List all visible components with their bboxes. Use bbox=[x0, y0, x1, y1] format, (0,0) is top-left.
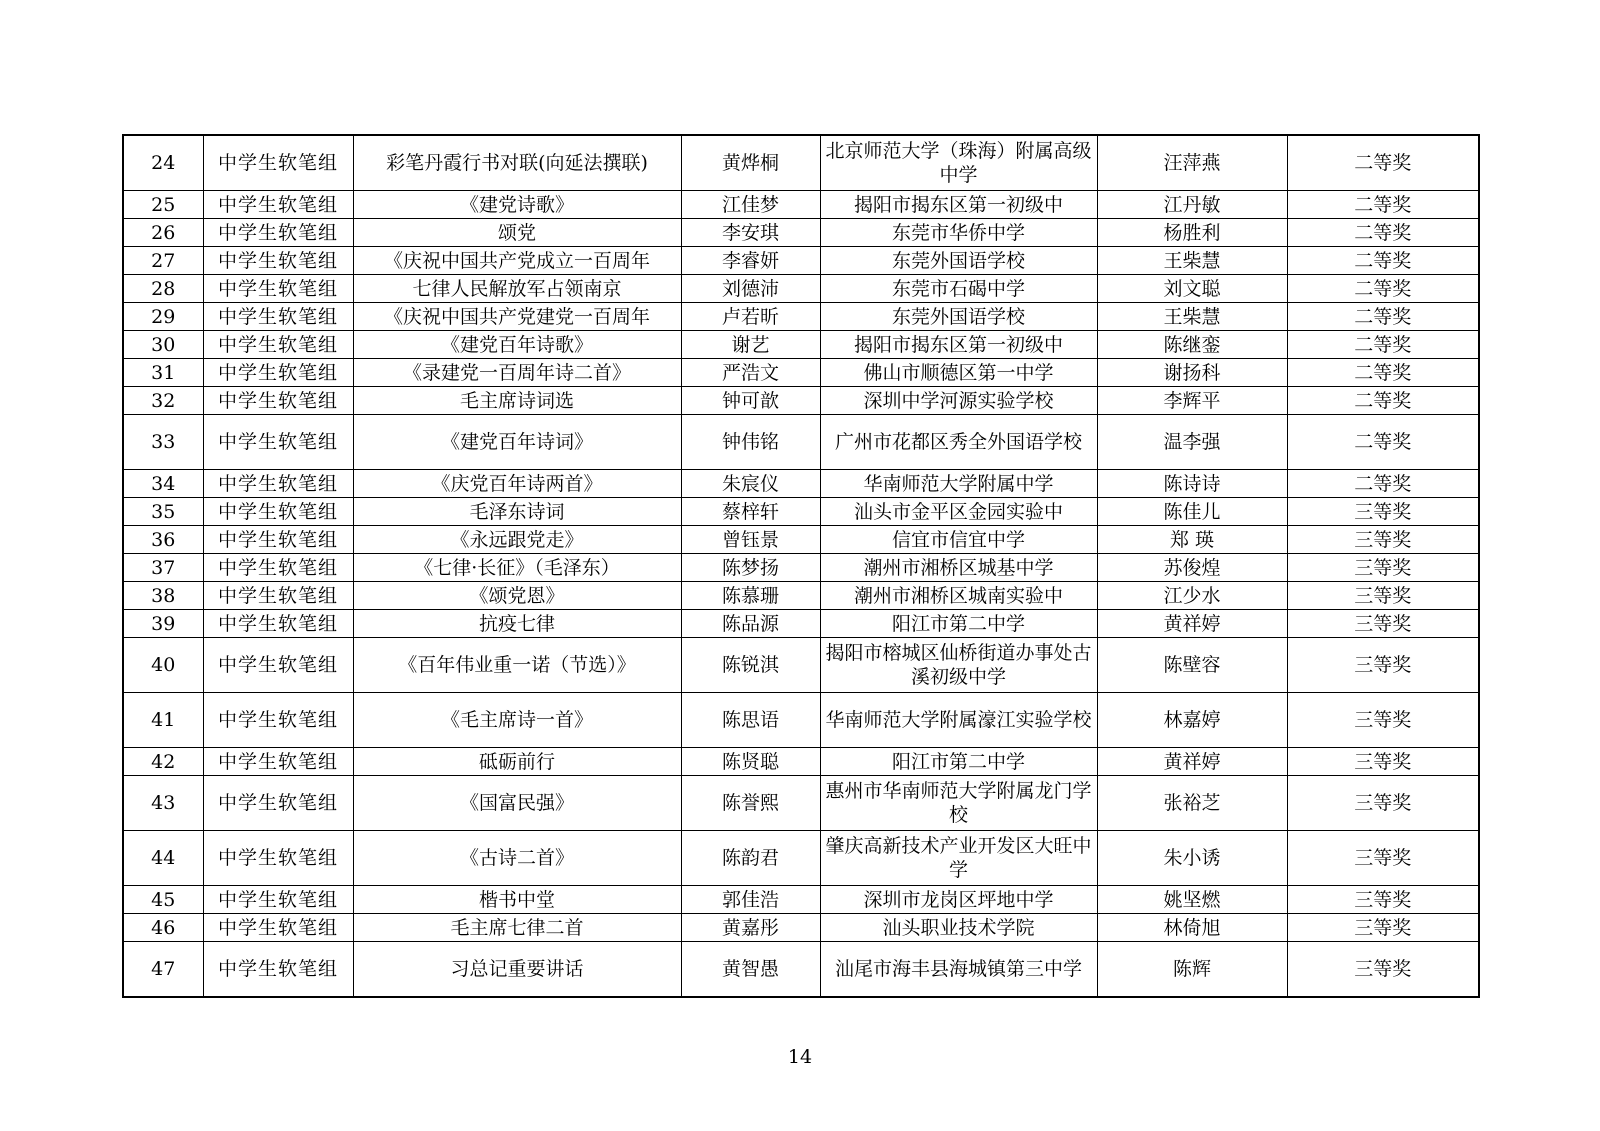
cell-work-title: 《庆祝中国共产党成立一百周年 bbox=[353, 247, 681, 275]
cell-school: 东莞市华侨中学 bbox=[820, 219, 1097, 247]
cell-work-title: 《永远跟党走》 bbox=[353, 526, 681, 554]
cell-award: 二等奖 bbox=[1287, 387, 1479, 415]
cell-school: 东莞外国语学校 bbox=[820, 303, 1097, 331]
cell-award: 三等奖 bbox=[1287, 776, 1479, 831]
cell-award: 二等奖 bbox=[1287, 359, 1479, 387]
cell-teacher: 江丹敏 bbox=[1097, 191, 1287, 219]
cell-award: 二等奖 bbox=[1287, 219, 1479, 247]
cell-school: 肇庆高新技术产业开发区大旺中学 bbox=[820, 831, 1097, 886]
cell-teacher: 陈壁容 bbox=[1097, 638, 1287, 693]
cell-group: 中学生软笔组 bbox=[203, 748, 353, 776]
cell-student: 陈贤聪 bbox=[681, 748, 820, 776]
table-row bbox=[123, 415, 1479, 470]
cell-work-title: 《七律·长征》（毛泽东） bbox=[353, 554, 681, 582]
cell-group: 中学生软笔组 bbox=[203, 498, 353, 526]
cell-work-title: 抗疫七律 bbox=[353, 610, 681, 638]
cell-number: 32 bbox=[123, 387, 203, 415]
cell-school: 汕头职业技术学院 bbox=[820, 914, 1097, 942]
cell-student: 朱宸仪 bbox=[681, 470, 820, 498]
cell-teacher: 郑 瑛 bbox=[1097, 526, 1287, 554]
cell-teacher: 温李强 bbox=[1097, 415, 1287, 470]
cell-group: 中学生软笔组 bbox=[203, 693, 353, 748]
cell-award: 二等奖 bbox=[1287, 135, 1479, 191]
awards-table-body bbox=[123, 135, 1479, 997]
cell-teacher: 汪萍燕 bbox=[1097, 135, 1287, 191]
cell-school: 潮州市湘桥区城基中学 bbox=[820, 554, 1097, 582]
cell-teacher: 朱小诱 bbox=[1097, 831, 1287, 886]
cell-student: 陈慕珊 bbox=[681, 582, 820, 610]
cell-teacher: 谢扬科 bbox=[1097, 359, 1287, 387]
cell-school: 汕头市金平区金园实验中 bbox=[820, 498, 1097, 526]
cell-award: 三等奖 bbox=[1287, 886, 1479, 914]
cell-school: 潮州市湘桥区城南实验中 bbox=[820, 582, 1097, 610]
cell-award: 三等奖 bbox=[1287, 831, 1479, 886]
cell-student: 陈誉熙 bbox=[681, 776, 820, 831]
cell-number: 35 bbox=[123, 498, 203, 526]
cell-work-title: 七律人民解放军占领南京 bbox=[353, 275, 681, 303]
cell-student: 黄智愚 bbox=[681, 942, 820, 998]
cell-work-title: 《颂党恩》 bbox=[353, 582, 681, 610]
cell-work-title: 《毛主席诗一首》 bbox=[353, 693, 681, 748]
cell-number: 25 bbox=[123, 191, 203, 219]
cell-number: 24 bbox=[123, 135, 203, 191]
cell-teacher: 黄祥婷 bbox=[1097, 610, 1287, 638]
cell-teacher: 林倚旭 bbox=[1097, 914, 1287, 942]
cell-work-title: 《国富民强》 bbox=[353, 776, 681, 831]
cell-award: 三等奖 bbox=[1287, 942, 1479, 998]
cell-teacher: 苏俊煌 bbox=[1097, 554, 1287, 582]
cell-school: 北京师范大学（珠海）附属高级中学 bbox=[820, 135, 1097, 191]
cell-group: 中学生软笔组 bbox=[203, 303, 353, 331]
cell-award: 三等奖 bbox=[1287, 554, 1479, 582]
cell-work-title: 毛泽东诗词 bbox=[353, 498, 681, 526]
cell-school: 阳江市第二中学 bbox=[820, 610, 1097, 638]
cell-number: 28 bbox=[123, 275, 203, 303]
cell-school: 深圳市龙岗区坪地中学 bbox=[820, 886, 1097, 914]
table-row bbox=[123, 331, 1479, 359]
cell-number: 33 bbox=[123, 415, 203, 470]
table-row bbox=[123, 914, 1479, 942]
cell-teacher: 陈继銮 bbox=[1097, 331, 1287, 359]
cell-award: 二等奖 bbox=[1287, 275, 1479, 303]
cell-school: 广州市花都区秀全外国语学校 bbox=[820, 415, 1097, 470]
cell-group: 中学生软笔组 bbox=[203, 219, 353, 247]
cell-number: 29 bbox=[123, 303, 203, 331]
cell-school: 揭阳市榕城区仙桥街道办事处古溪初级中学 bbox=[820, 638, 1097, 693]
cell-group: 中学生软笔组 bbox=[203, 526, 353, 554]
table-row bbox=[123, 135, 1479, 191]
cell-work-title: 《庆党百年诗两首》 bbox=[353, 470, 681, 498]
cell-group: 中学生软笔组 bbox=[203, 387, 353, 415]
cell-group: 中学生软笔组 bbox=[203, 582, 353, 610]
table-row bbox=[123, 638, 1479, 693]
cell-teacher: 李辉平 bbox=[1097, 387, 1287, 415]
cell-group: 中学生软笔组 bbox=[203, 191, 353, 219]
cell-teacher: 王柴慧 bbox=[1097, 247, 1287, 275]
cell-group: 中学生软笔组 bbox=[203, 135, 353, 191]
cell-teacher: 刘文聪 bbox=[1097, 275, 1287, 303]
cell-work-title: 楷书中堂 bbox=[353, 886, 681, 914]
cell-group: 中学生软笔组 bbox=[203, 886, 353, 914]
cell-teacher: 姚坚燃 bbox=[1097, 886, 1287, 914]
cell-school: 华南师范大学附属中学 bbox=[820, 470, 1097, 498]
cell-student: 严浩文 bbox=[681, 359, 820, 387]
cell-number: 26 bbox=[123, 219, 203, 247]
cell-work-title: 《建党诗歌》 bbox=[353, 191, 681, 219]
cell-student: 刘德沛 bbox=[681, 275, 820, 303]
cell-student: 黄嘉彤 bbox=[681, 914, 820, 942]
cell-award: 三等奖 bbox=[1287, 748, 1479, 776]
cell-group: 中学生软笔组 bbox=[203, 610, 353, 638]
table-row bbox=[123, 748, 1479, 776]
cell-teacher: 林嘉婷 bbox=[1097, 693, 1287, 748]
cell-student: 黄烨桐 bbox=[681, 135, 820, 191]
cell-number: 38 bbox=[123, 582, 203, 610]
cell-number: 41 bbox=[123, 693, 203, 748]
cell-teacher: 陈辉 bbox=[1097, 942, 1287, 998]
cell-school: 东莞市石碣中学 bbox=[820, 275, 1097, 303]
table-row bbox=[123, 942, 1479, 998]
cell-school: 佛山市顺德区第一中学 bbox=[820, 359, 1097, 387]
cell-student: 卢若昕 bbox=[681, 303, 820, 331]
cell-group: 中学生软笔组 bbox=[203, 470, 353, 498]
cell-student: 李睿妍 bbox=[681, 247, 820, 275]
cell-award: 二等奖 bbox=[1287, 331, 1479, 359]
cell-number: 37 bbox=[123, 554, 203, 582]
cell-award: 三等奖 bbox=[1287, 582, 1479, 610]
cell-work-title: 毛主席诗词选 bbox=[353, 387, 681, 415]
cell-group: 中学生软笔组 bbox=[203, 331, 353, 359]
cell-number: 27 bbox=[123, 247, 203, 275]
table-row bbox=[123, 387, 1479, 415]
cell-school: 东莞外国语学校 bbox=[820, 247, 1097, 275]
cell-school: 阳江市第二中学 bbox=[820, 748, 1097, 776]
cell-school: 揭阳市揭东区第一初级中 bbox=[820, 191, 1097, 219]
cell-student: 钟可歆 bbox=[681, 387, 820, 415]
table-row bbox=[123, 582, 1479, 610]
table-row bbox=[123, 470, 1479, 498]
cell-award: 二等奖 bbox=[1287, 303, 1479, 331]
cell-group: 中学生软笔组 bbox=[203, 831, 353, 886]
table-row bbox=[123, 219, 1479, 247]
table-row bbox=[123, 610, 1479, 638]
cell-group: 中学生软笔组 bbox=[203, 776, 353, 831]
cell-award: 三等奖 bbox=[1287, 638, 1479, 693]
cell-number: 40 bbox=[123, 638, 203, 693]
cell-number: 45 bbox=[123, 886, 203, 914]
cell-group: 中学生软笔组 bbox=[203, 914, 353, 942]
cell-work-title: 彩笔丹霞行书对联(向延法撰联) bbox=[353, 135, 681, 191]
table-row bbox=[123, 247, 1479, 275]
cell-student: 陈韵君 bbox=[681, 831, 820, 886]
cell-student: 陈锐淇 bbox=[681, 638, 820, 693]
cell-number: 34 bbox=[123, 470, 203, 498]
cell-student: 江佳梦 bbox=[681, 191, 820, 219]
cell-group: 中学生软笔组 bbox=[203, 942, 353, 998]
cell-award: 三等奖 bbox=[1287, 610, 1479, 638]
cell-work-title: 习总记重要讲话 bbox=[353, 942, 681, 998]
cell-number: 46 bbox=[123, 914, 203, 942]
cell-group: 中学生软笔组 bbox=[203, 359, 353, 387]
cell-number: 30 bbox=[123, 331, 203, 359]
cell-school: 惠州市华南师范大学附属龙门学校 bbox=[820, 776, 1097, 831]
table-row bbox=[123, 554, 1479, 582]
table-row bbox=[123, 359, 1479, 387]
table-row bbox=[123, 831, 1479, 886]
table-row bbox=[123, 498, 1479, 526]
cell-group: 中学生软笔组 bbox=[203, 275, 353, 303]
cell-award: 二等奖 bbox=[1287, 191, 1479, 219]
cell-group: 中学生软笔组 bbox=[203, 247, 353, 275]
cell-group: 中学生软笔组 bbox=[203, 638, 353, 693]
table-row bbox=[123, 275, 1479, 303]
table-row bbox=[123, 886, 1479, 914]
cell-work-title: 毛主席七律二首 bbox=[353, 914, 681, 942]
cell-work-title: 《录建党一百周年诗二首》 bbox=[353, 359, 681, 387]
cell-school: 华南师范大学附属濠江实验学校 bbox=[820, 693, 1097, 748]
cell-student: 曾钰景 bbox=[681, 526, 820, 554]
cell-number: 47 bbox=[123, 942, 203, 998]
cell-student: 陈品源 bbox=[681, 610, 820, 638]
cell-teacher: 张裕芝 bbox=[1097, 776, 1287, 831]
cell-number: 43 bbox=[123, 776, 203, 831]
cell-work-title: 砥砺前行 bbox=[353, 748, 681, 776]
cell-number: 36 bbox=[123, 526, 203, 554]
table-row bbox=[123, 776, 1479, 831]
cell-number: 42 bbox=[123, 748, 203, 776]
cell-number: 39 bbox=[123, 610, 203, 638]
cell-school: 信宜市信宜中学 bbox=[820, 526, 1097, 554]
cell-award: 三等奖 bbox=[1287, 526, 1479, 554]
cell-award: 二等奖 bbox=[1287, 470, 1479, 498]
cell-award: 三等奖 bbox=[1287, 498, 1479, 526]
cell-student: 蔡梓轩 bbox=[681, 498, 820, 526]
cell-teacher: 江少水 bbox=[1097, 582, 1287, 610]
cell-work-title: 《建党百年诗歌》 bbox=[353, 331, 681, 359]
table-row bbox=[123, 526, 1479, 554]
awards-table bbox=[122, 134, 1480, 998]
cell-number: 44 bbox=[123, 831, 203, 886]
cell-student: 郭佳浩 bbox=[681, 886, 820, 914]
cell-work-title: 《庆祝中国共产党建党一百周年 bbox=[353, 303, 681, 331]
cell-work-title: 《建党百年诗词》 bbox=[353, 415, 681, 470]
cell-student: 钟伟铭 bbox=[681, 415, 820, 470]
cell-award: 二等奖 bbox=[1287, 247, 1479, 275]
cell-student: 陈梦扬 bbox=[681, 554, 820, 582]
cell-teacher: 杨胜利 bbox=[1097, 219, 1287, 247]
table-row bbox=[123, 693, 1479, 748]
cell-award: 三等奖 bbox=[1287, 914, 1479, 942]
cell-group: 中学生软笔组 bbox=[203, 554, 353, 582]
cell-work-title: 《古诗二首》 bbox=[353, 831, 681, 886]
page-number: 14 bbox=[787, 1046, 813, 1068]
cell-teacher: 陈诗诗 bbox=[1097, 470, 1287, 498]
cell-teacher: 王柴慧 bbox=[1097, 303, 1287, 331]
cell-teacher: 陈佳儿 bbox=[1097, 498, 1287, 526]
cell-student: 陈思语 bbox=[681, 693, 820, 748]
cell-award: 三等奖 bbox=[1287, 693, 1479, 748]
cell-teacher: 黄祥婷 bbox=[1097, 748, 1287, 776]
cell-student: 李安琪 bbox=[681, 219, 820, 247]
cell-work-title: 颂党 bbox=[353, 219, 681, 247]
table-row bbox=[123, 303, 1479, 331]
cell-student: 谢艺 bbox=[681, 331, 820, 359]
cell-school: 汕尾市海丰县海城镇第三中学 bbox=[820, 942, 1097, 998]
cell-school: 揭阳市揭东区第一初级中 bbox=[820, 331, 1097, 359]
table-row bbox=[123, 191, 1479, 219]
cell-group: 中学生软笔组 bbox=[203, 415, 353, 470]
cell-school: 深圳中学河源实验学校 bbox=[820, 387, 1097, 415]
cell-number: 31 bbox=[123, 359, 203, 387]
cell-award: 二等奖 bbox=[1287, 415, 1479, 470]
cell-work-title: 《百年伟业重一诺（节选）》 bbox=[353, 638, 681, 693]
